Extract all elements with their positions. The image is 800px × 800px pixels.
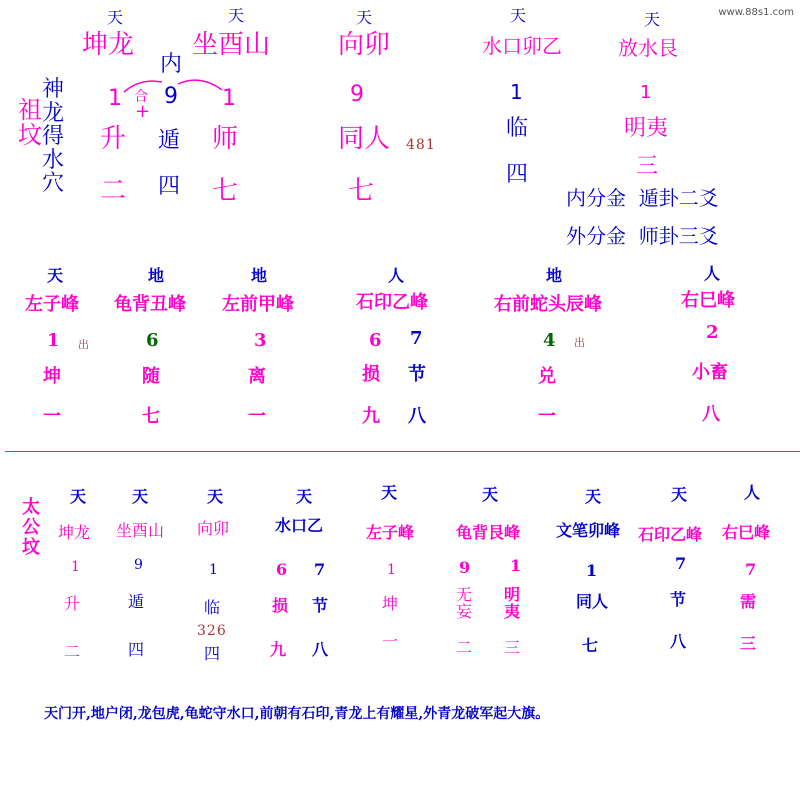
bot-yao-1: 二: [64, 642, 81, 661]
mid-name-3: 左前甲峰: [222, 294, 294, 315]
bot-num-4a: 6: [276, 560, 288, 579]
inner-label: 内: [160, 52, 183, 77]
side-label-ancestral-grave: 祖 坟: [18, 96, 42, 150]
top-tag-6: 天: [644, 10, 661, 29]
bot-extra-number: 326: [197, 623, 227, 639]
bot-tag-3: 天: [207, 487, 224, 506]
bot-tag-1: 天: [70, 487, 87, 506]
bot-tag-7: 天: [585, 487, 602, 506]
mid-out-mark-1: 出: [78, 338, 89, 351]
mid-num-4b: 7: [410, 328, 423, 349]
bot-yao-4a: 九: [270, 640, 287, 659]
bot-tag-4: 天: [296, 487, 313, 506]
bot-gua-4b: 节: [312, 596, 329, 615]
top-num-5: 1: [510, 80, 523, 104]
bot-gua-2: 遁: [128, 592, 145, 611]
top-gua-6: 明夷: [624, 116, 669, 141]
bot-yao-2: 四: [128, 640, 145, 659]
bot-num-6a: 9: [459, 558, 471, 577]
bot-yao-6a: 二: [456, 638, 473, 657]
mid-num-2: 6: [146, 330, 159, 351]
mid-name-5: 右前蛇头辰峰: [494, 294, 602, 315]
bot-tag-6: 天: [482, 485, 499, 504]
bot-gua-6a: 无 妄: [456, 585, 473, 621]
bot-tag-5: 天: [381, 483, 398, 502]
bot-gua-7: 同人: [576, 592, 609, 611]
mid-num-3: 3: [254, 330, 267, 351]
top-yao-2: 四: [158, 174, 181, 199]
top-num-3: 1: [222, 86, 236, 111]
mid-name-2: 龟背丑峰: [114, 294, 186, 315]
bot-gua-9: 需: [740, 592, 757, 611]
he-mark: 合: [134, 89, 148, 105]
top-gua-2: 遁: [158, 128, 181, 153]
top-gua-1: 升: [100, 124, 127, 154]
bot-num-2: 9: [134, 557, 143, 573]
mid-out-mark-5: 出: [574, 336, 585, 349]
top-tag-1: 天: [107, 8, 124, 27]
plus-mark: +: [135, 101, 151, 122]
mid-gua-4a: 损: [362, 364, 380, 385]
mid-yao-5: 一: [538, 406, 556, 427]
top-gua-5: 临: [506, 116, 529, 141]
mid-tag-5: 地: [546, 266, 563, 285]
mid-name-4: 石印乙峰: [356, 292, 428, 313]
mid-gua-2: 随: [142, 366, 160, 387]
mid-tag-3: 地: [251, 266, 268, 285]
bot-gua-5: 坤: [382, 594, 399, 613]
bot-name-5: 左子峰: [366, 523, 415, 542]
side-label-dragon-cave: 神 龙 得 水 穴: [42, 77, 65, 197]
top-yao-5: 四: [506, 162, 529, 187]
mid-name-6: 右巳峰: [681, 290, 735, 311]
mid-tag-6: 人: [704, 264, 721, 283]
top-name-4: 向卯: [338, 30, 391, 60]
mid-gua-6: 小畜: [692, 362, 728, 383]
top-num-4: 9: [350, 82, 364, 107]
mid-num-5: 4: [543, 330, 556, 351]
top-num-1: 1: [108, 86, 122, 111]
top-tag-4: 天: [356, 8, 373, 27]
bot-yao-9: 三: [740, 634, 757, 653]
bot-yao-3: 四: [204, 644, 221, 663]
bot-num-8: 7: [675, 554, 687, 573]
top-yao-4: 七: [348, 176, 375, 206]
bot-tag-8: 天: [671, 485, 688, 504]
mid-tag-2: 地: [148, 266, 165, 285]
bot-num-6b: 1: [510, 556, 522, 575]
bot-yao-6b: 三: [504, 638, 521, 657]
bot-num-4b: 7: [314, 560, 326, 579]
mid-gua-5: 兑: [538, 366, 556, 387]
mid-tag-4: 人: [388, 266, 405, 285]
top-extra-number: 481: [406, 137, 436, 153]
bot-gua-3: 临: [204, 598, 221, 617]
bot-gua-4a: 损: [272, 596, 289, 615]
mid-yao-4a: 九: [362, 406, 380, 427]
top-yao-6: 三: [636, 154, 659, 179]
top-name-3: 坐酉山: [192, 30, 271, 60]
mid-yao-4b: 八: [408, 406, 426, 427]
mid-name-1: 左子峰: [25, 294, 79, 315]
mid-yao-6: 八: [702, 404, 720, 425]
side-label-great-grandfather-grave: 太 公 坟: [22, 497, 40, 558]
top-tag-5: 天: [510, 6, 527, 25]
bot-gua-1: 升: [64, 594, 81, 613]
bot-yao-4b: 八: [312, 640, 329, 659]
top-num-2: 9: [164, 84, 178, 109]
watermark-text: www.88s1.com: [718, 7, 794, 18]
top-yao-1: 二: [100, 176, 127, 206]
bot-num-7: 1: [586, 561, 598, 580]
top-name-5: 水口卯乙: [482, 34, 562, 58]
mid-num-6: 2: [706, 322, 719, 343]
top-name-6: 放水艮: [618, 36, 678, 60]
bot-name-7: 文笔卯峰: [556, 521, 621, 540]
mid-yao-3: 一: [248, 406, 266, 427]
mid-yao-1: 一: [43, 406, 61, 427]
bot-name-1: 坤龙: [58, 523, 91, 542]
bot-name-8: 石印乙峰: [638, 525, 703, 544]
bot-name-4: 水口乙: [275, 516, 324, 535]
mid-gua-3: 离: [248, 366, 266, 387]
bot-gua-6b: 明 夷: [504, 585, 521, 621]
bot-num-5: 1: [387, 562, 396, 578]
bot-name-3: 向卯: [197, 519, 230, 538]
mid-tag-1: 天: [47, 266, 64, 285]
mid-gua-4b: 节: [408, 364, 426, 385]
bot-name-9: 右巳峰: [722, 523, 771, 542]
mid-yao-2: 七: [142, 406, 160, 427]
mid-num-1: 1: [47, 330, 60, 351]
bot-num-9: 7: [745, 560, 757, 579]
bot-tag-9: 人: [744, 483, 761, 502]
note-inner-fenjin: 内分金 遁卦二爻: [566, 186, 719, 210]
bot-num-1: 1: [71, 559, 80, 575]
top-gua-4: 同人: [338, 124, 391, 154]
bot-yao-7: 七: [582, 636, 599, 655]
bot-name-6: 龟背艮峰: [456, 523, 521, 542]
mid-gua-1: 坤: [43, 366, 61, 387]
note-outer-fenjin: 外分金 师卦三爻: [566, 224, 719, 248]
section-divider: [5, 451, 800, 452]
mid-num-4a: 6: [369, 330, 382, 351]
bot-num-3: 1: [209, 562, 218, 578]
top-yao-3: 七: [212, 176, 239, 206]
bot-name-2: 坐酉山: [116, 521, 165, 540]
top-tag-3: 天: [228, 6, 245, 25]
bot-yao-5: 一: [382, 632, 399, 651]
top-num-6: 1: [640, 82, 652, 103]
bot-gua-8: 节: [670, 590, 687, 609]
summary-text: 天门开,地户闭,龙包虎,龟蛇守水口,前朝有石印,青龙上有耀星,外青龙破军起大旗。: [44, 706, 550, 722]
bot-tag-2: 天: [132, 487, 149, 506]
bot-yao-8: 八: [670, 632, 687, 651]
top-name-1: 坤龙: [82, 30, 135, 60]
top-gua-3: 师: [212, 124, 239, 154]
